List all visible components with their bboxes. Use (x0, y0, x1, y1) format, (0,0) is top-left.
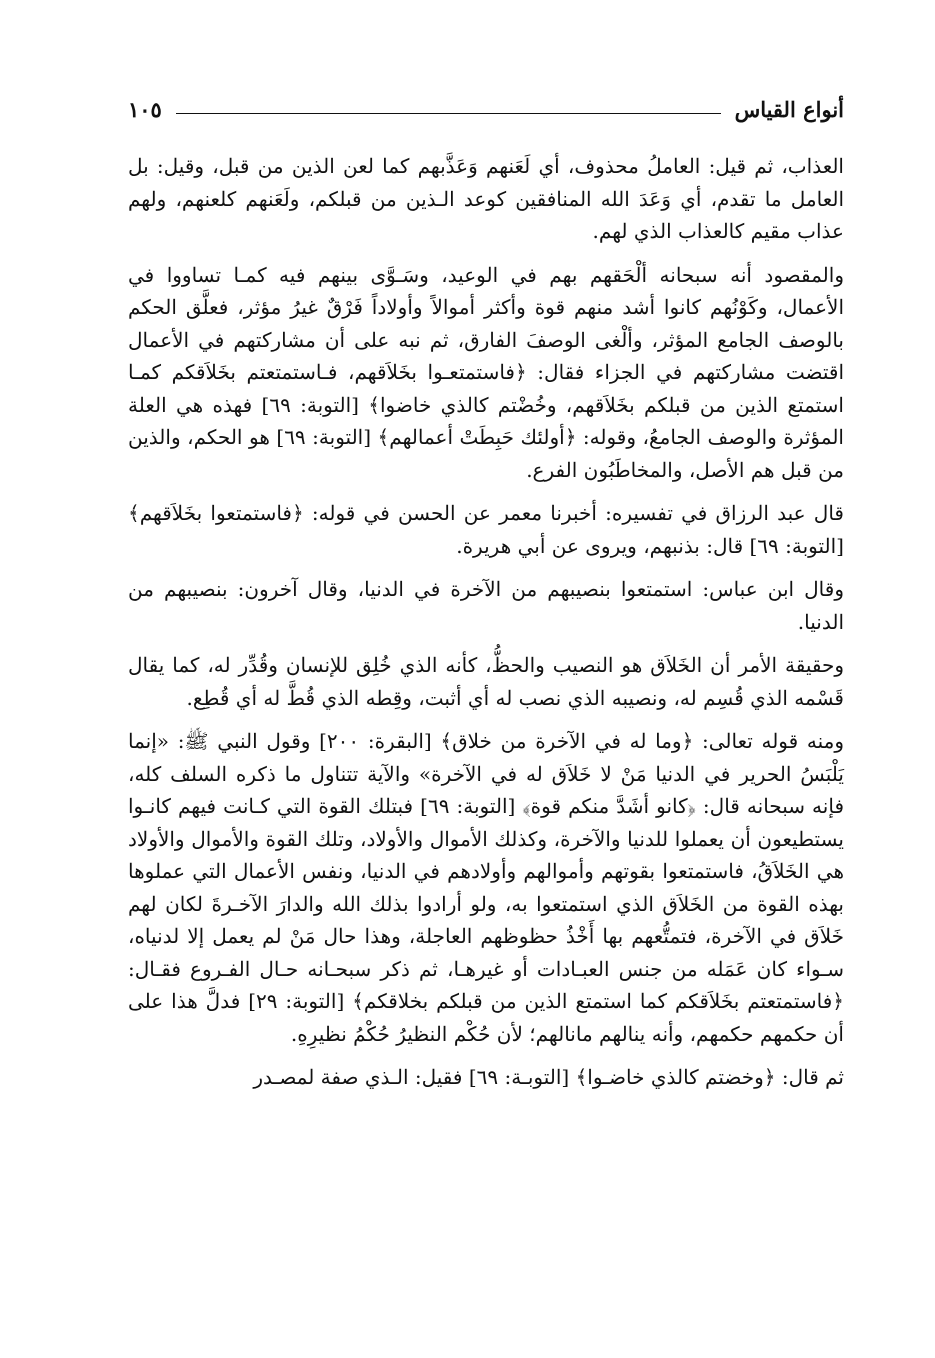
paragraph: قال عبد الرزاق في تفسيره: أخبرنا معمر عن الحسن في قوله: ﴿فاستمتعوا بخَلاَقهم﴾ [التوبة: ٦٩] قال: بذنبهم، ويروى عن أبي هريرة. (128, 501, 844, 558)
header-rule (176, 113, 721, 114)
page-header (128, 92, 844, 126)
paragraph: والمقصود أنه سبحانه ألْحَقهم بهم في الوعيد، وسَـوَّى بينهم فيه كمـا تساووا في الأعمال، وكَوْنُهم كانوا أشد منهم قوة وأكثر أموالاً وأولاداً فَرْقٌ غيرُ مؤثر، فعلَّق الحكم بالوصف الجامع المؤثر، وألْغى الوصفَ الفارق، ثم نبه على أن مشاركتهم في الأعمال اقتضت مشاركتهم في الجزاء فقال: ﴿فاستمتعـوا بخَلاَقهم، فـاستمتعتم بخَلاَقكم كمـا استمتع الذين من قبلكم بخَلاَقهم، وخُضْتم كالذي خاضوا﴾ [التوبة: ٦٩] فهذه هي العلة المؤثرة والوصف الجامعُ، وقوله: ﴿أولئك حَبِطَتْ أعمالهم﴾ [التوبة: ٦٩] هو الحكم، والذين من قبل هم الأصل، والمخاطَبُون الفرع. (128, 262, 844, 482)
paragraph: ومنه قوله تعالى: ﴿وما له في الآخرة من خلاق﴾ [البقرة: ٢٠٠] وقول النبي ﷺ: «إنما يَلْبَسُ الحرير في الدنيا مَنْ لا خَلاَق له في الآخرة» والآية تتناول ما ذكره السلف كله، فإنه سبحانه قال: ﴿كانو أشَدَّ منكم قوة﴾ [التوبة: ٦٩] فبتلك القوة التي كـانت فيهم كانـوا يستطيعون أن يعملوا للدنيا والآخرة، وكذلك الأموال والأولاد، وتلك القوة والأموال والأولاد هي الخَلاَقُ، فاستمتعوا بقوتهم وأموالهم وأولادهم في الدنيا، ونفس الأعمال التي عملوها بهذه القوة من الخَلاَق الذي استمتعوا به، ولو أرادوا بذلك الله والدارَ الآخـرةَ لكان لهم خَلاَق في الآخرة، فتمتُّعهم بها أَخْذُ حظوظهم العاجلة، وهذا حال مَنْ لم يعمل إلا لدنياه، سـواء كان عَمَله من جنس العبـادات أو غيرهـا، ثم ذكر سبحـانه حـال الفـروع فقـال: ﴿فاستمتعتم بخَلاَقكم كما استمتع الذين من قبلكم بخلاقكم﴾ [التوبة: ٢٩] فدلَّ هذا على أن حكمهم حكمهم، وأنه ينالهم مانالهم؛ لأن حُكْم النظيرُ حُكْمُ نظيرِهِ. (128, 729, 845, 1046)
running-head: أنواع القياس (734, 96, 844, 122)
paragraph: ثم قال: ﴿وخضتم كالذي خاضـوا﴾ [التوبـة: ٦٩] فقيل: الـذي صفة لمصـدر (253, 1065, 844, 1089)
paragraph: وقال ابن عباس: استمتعوا بنصيبهم من الآخرة في الدنيا، وقال آخرون: بنصيبهم من الدنيا. (128, 577, 844, 634)
paragraph: العذاب، ثم قيل: العاملُ محذوف، أي لَعَنهم وَعَذَّبهم كما لعن الذين من قبل، وقيل: بل العامل ما تقدم، أي وَعَدَ الله المنافقين كوعد الـذين من قبلكم، ولَعَنهم كلعنهم، ولهم عذاب مقيم كالعذاب الذي لهم. (128, 154, 844, 243)
body-text (128, 150, 844, 1102)
paragraph: وحقيقة الأمر أن الخَلاَق هو النصيب والحظُّ، كأنه الذي خُلِق للإنسان وقُدِّر له، كما يقال قَسْمه الذي قُسِم له، ونصيبه الذي نصب له أي أثبت، وقِطه الذي قُطَّ له أي قُطِع. (128, 653, 844, 710)
page-number: ١٠٥ (128, 96, 162, 122)
